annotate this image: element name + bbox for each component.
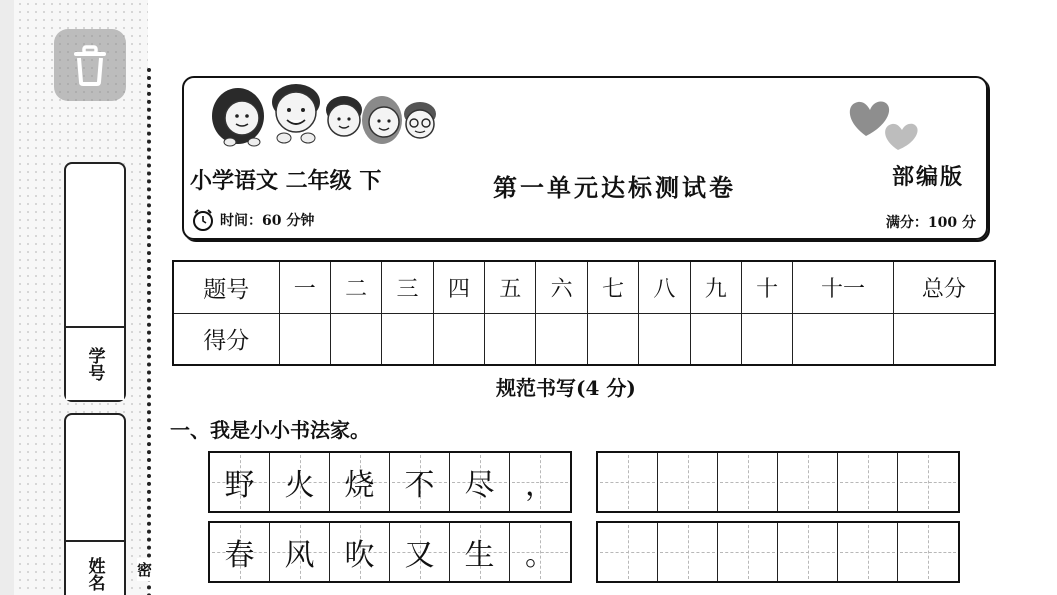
score-header-cell: 六 bbox=[536, 261, 587, 313]
score-header-cell: 总分 bbox=[893, 261, 995, 313]
grid-cell bbox=[210, 453, 270, 511]
score-row bbox=[173, 313, 995, 365]
poem-char: 吹 bbox=[344, 538, 375, 573]
grid-cell bbox=[450, 453, 510, 511]
practice-grid-1[interactable] bbox=[596, 451, 960, 513]
score-header-cell: 五 bbox=[485, 261, 536, 313]
poem-char: ， bbox=[525, 468, 555, 503]
score-header-cell: 题号 bbox=[173, 261, 279, 313]
grid-cell bbox=[210, 523, 270, 581]
score-row-label: 得分 bbox=[173, 313, 279, 365]
practice-cell[interactable] bbox=[718, 453, 778, 511]
clock-icon bbox=[192, 208, 214, 232]
practice-cell[interactable] bbox=[658, 523, 718, 581]
seal-char: 密 bbox=[137, 558, 152, 581]
score-header-cell: 十一 bbox=[793, 261, 894, 313]
practice-cell[interactable] bbox=[838, 523, 898, 581]
score-cell bbox=[536, 313, 587, 365]
poem-char: 生 bbox=[464, 538, 495, 573]
score-header-cell: 三 bbox=[382, 261, 433, 313]
practice-cell[interactable] bbox=[658, 453, 718, 511]
poem-char: 。 bbox=[525, 538, 555, 573]
poem-line-2-grid bbox=[208, 521, 572, 583]
score-cell bbox=[793, 313, 894, 365]
grid-cell bbox=[330, 523, 390, 581]
score-cell bbox=[279, 313, 330, 365]
score-cell bbox=[433, 313, 484, 365]
score-cell bbox=[741, 313, 792, 365]
practice-cell[interactable] bbox=[598, 453, 658, 511]
grid-cell bbox=[450, 523, 510, 581]
score-cell bbox=[639, 313, 690, 365]
gutter-edge bbox=[0, 0, 14, 595]
practice-cell[interactable] bbox=[778, 453, 838, 511]
score-table bbox=[172, 260, 996, 366]
score-header-cell: 十 bbox=[741, 261, 792, 313]
grid-cell bbox=[270, 453, 330, 511]
score-cell bbox=[330, 313, 381, 365]
poem-char: 尽 bbox=[464, 468, 495, 503]
poem-char: 火 bbox=[284, 468, 315, 503]
student-number-label: 学号 bbox=[66, 326, 124, 400]
score-cell bbox=[893, 313, 995, 365]
poem-char: 风 bbox=[284, 538, 315, 573]
score-header-cell: 八 bbox=[639, 261, 690, 313]
poem-char: 春 bbox=[224, 538, 255, 573]
score-cell bbox=[382, 313, 433, 365]
grid-cell bbox=[390, 523, 450, 581]
exam-header bbox=[182, 76, 988, 240]
time-row bbox=[192, 208, 314, 232]
grid-cell bbox=[390, 453, 450, 511]
score-header-cell: 九 bbox=[690, 261, 741, 313]
grid-cell bbox=[510, 523, 570, 581]
section-heading: 规范书写(4 分) bbox=[496, 376, 636, 400]
score-header-cell: 七 bbox=[587, 261, 638, 313]
full-score: 满分：100 分 bbox=[885, 215, 976, 231]
hearts-decoration bbox=[842, 96, 932, 152]
name-box bbox=[64, 413, 126, 595]
practice-cell[interactable] bbox=[598, 523, 658, 581]
seal-dotted-line bbox=[147, 68, 151, 595]
exam-title: 第一单元达标测试卷 bbox=[493, 173, 736, 202]
edition-label: 部编版 bbox=[892, 164, 965, 190]
score-cell bbox=[690, 313, 741, 365]
score-cell bbox=[485, 313, 536, 365]
poem-char: 野 bbox=[224, 468, 255, 503]
question-1: 一、我是小小书法家。 bbox=[170, 418, 370, 442]
subject-grade: 小学语文 二年级 下 bbox=[190, 169, 382, 194]
practice-cell[interactable] bbox=[718, 523, 778, 581]
trash-icon bbox=[70, 44, 110, 86]
poem-char: 不 bbox=[404, 468, 435, 503]
name-label: 姓名 bbox=[66, 540, 124, 595]
grid-cell bbox=[330, 453, 390, 511]
score-header-cell: 二 bbox=[330, 261, 381, 313]
grid-cell bbox=[510, 453, 570, 511]
score-cell bbox=[587, 313, 638, 365]
question-number-row bbox=[173, 261, 995, 313]
practice-cell[interactable] bbox=[778, 523, 838, 581]
score-header-cell: 四 bbox=[433, 261, 484, 313]
score-header-cell: 一 bbox=[279, 261, 330, 313]
practice-cell[interactable] bbox=[838, 453, 898, 511]
practice-grid-2[interactable] bbox=[596, 521, 960, 583]
grid-cell bbox=[270, 523, 330, 581]
time-limit: 时间：60 分钟 bbox=[220, 213, 315, 229]
student-number-box bbox=[64, 162, 126, 402]
poem-line-1-grid bbox=[208, 451, 572, 513]
practice-cell[interactable] bbox=[898, 523, 958, 581]
delete-button[interactable] bbox=[54, 29, 126, 101]
poem-char: 又 bbox=[404, 538, 435, 573]
practice-cell[interactable] bbox=[898, 453, 958, 511]
poem-char: 烧 bbox=[344, 468, 375, 503]
children-illustration bbox=[208, 80, 440, 154]
